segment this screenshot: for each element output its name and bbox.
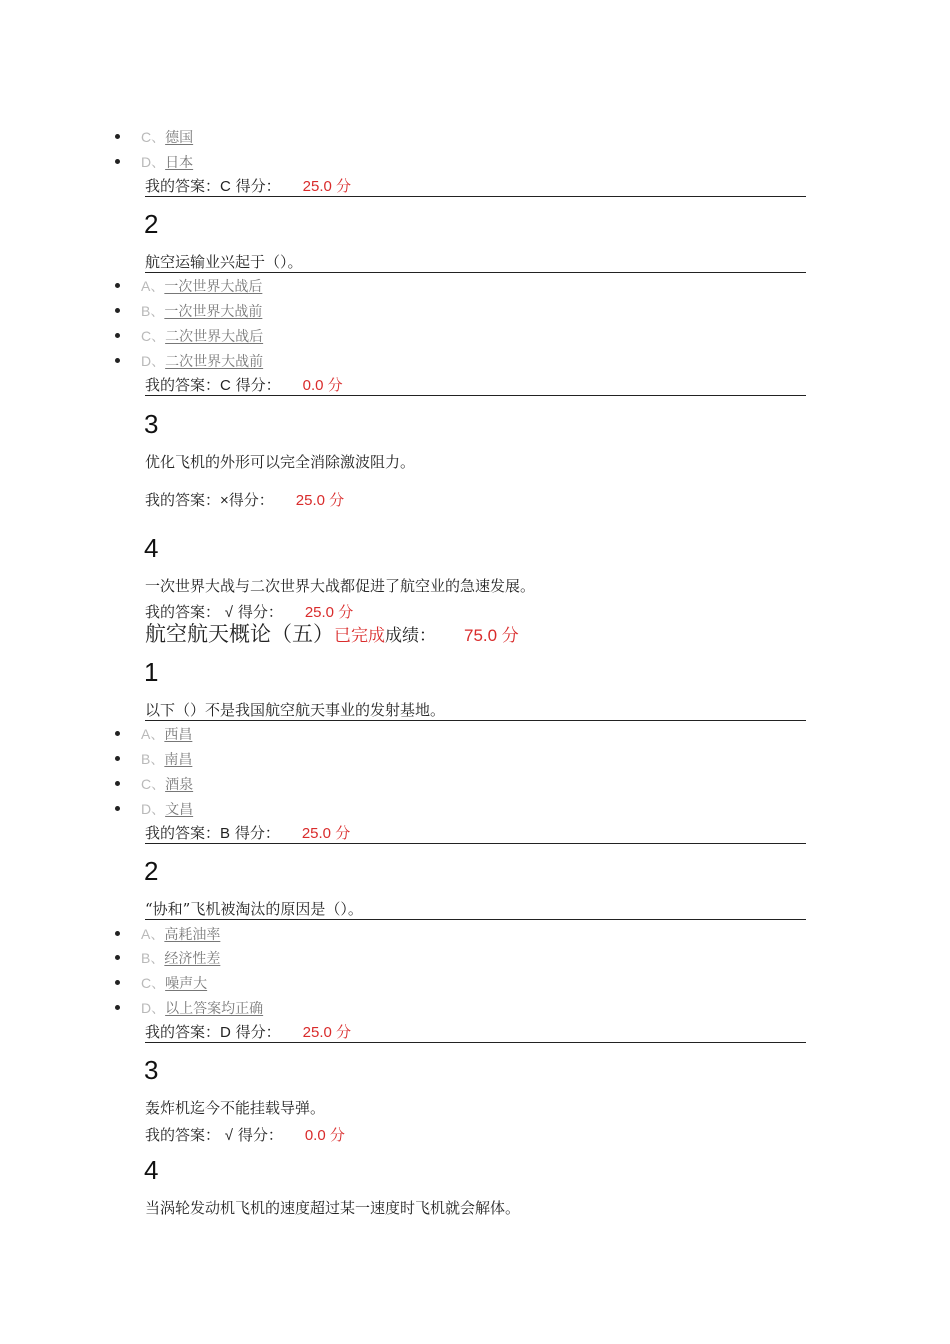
bullet-icon xyxy=(115,1005,120,1010)
score-value: 25.0 分 xyxy=(295,492,345,509)
divider xyxy=(145,919,806,920)
my-answer: 我的答案：D 得分： 25.0 分 xyxy=(145,1023,352,1041)
question-number: 4 xyxy=(144,533,159,563)
my-answer: 我的答案：B 得分： 25.0 分 xyxy=(145,824,351,842)
option-d[interactable]: D、二次世界大战前 xyxy=(115,352,263,371)
bullet-icon xyxy=(115,806,120,811)
bullet-icon xyxy=(115,333,120,338)
option-c[interactable]: C、噪声大 xyxy=(115,974,207,993)
my-answer: 我的答案：×得分： 25.0 分 xyxy=(145,491,345,509)
option-d[interactable]: D、以上答案均正确 xyxy=(115,999,263,1018)
bullet-icon xyxy=(115,980,120,985)
question-text: “协和”飞机被淘汰的原因是（）。 xyxy=(145,900,363,918)
option-b[interactable]: B、南昌 xyxy=(115,750,192,769)
question-text: 以下（）不是我国航空航天事业的发射基地。 xyxy=(145,701,446,719)
status-badge: 已完成 xyxy=(334,626,385,646)
score-value: 0.0 分 xyxy=(302,377,343,394)
score-value: 25.0 分 xyxy=(302,178,352,195)
option-a[interactable]: A、一次世界大战后 xyxy=(115,277,262,296)
question-text: 航空运输业兴起于（）。 xyxy=(145,253,303,271)
score-value: 0.0 分 xyxy=(304,1127,345,1144)
divider xyxy=(145,395,806,396)
option-c[interactable]: C、德国 xyxy=(115,128,193,147)
question-text: 当涡轮发动机飞机的速度超过某一速度时飞机就会解体。 xyxy=(145,1199,521,1217)
question-number: 3 xyxy=(144,1055,159,1085)
option-b[interactable]: B、经济性差 xyxy=(115,949,220,968)
my-answer: 我的答案：C 得分： 25.0 分 xyxy=(145,177,352,195)
bullet-icon xyxy=(115,283,120,288)
my-answer: 我的答案：C 得分： 0.0 分 xyxy=(145,376,343,394)
question-text: 一次世界大战与二次世界大战都促进了航空业的急速发展。 xyxy=(145,577,536,595)
score-value: 25.0 分 xyxy=(301,825,351,842)
question-number: 2 xyxy=(144,209,159,239)
question-text: 优化飞机的外形可以完全消除激波阻力。 xyxy=(145,453,416,471)
divider xyxy=(145,272,806,273)
bullet-icon xyxy=(115,159,120,164)
my-answer: 我的答案： √ 得分： 0.0 分 xyxy=(145,1126,345,1144)
score-value: 25.0 分 xyxy=(304,604,354,621)
my-answer: 我的答案： √ 得分： 25.0 分 xyxy=(145,603,354,621)
option-b[interactable]: B、一次世界大战前 xyxy=(115,302,262,321)
bullet-icon xyxy=(115,931,120,936)
option-a[interactable]: A、高耗油率 xyxy=(115,925,220,944)
bullet-icon xyxy=(115,308,120,313)
option-d[interactable]: D、文昌 xyxy=(115,800,193,819)
question-number: 1 xyxy=(144,657,159,687)
bullet-icon xyxy=(115,731,120,736)
divider xyxy=(145,720,806,721)
bullet-icon xyxy=(115,955,120,960)
section-title: 航空航天概论（五）已完成成绩： 75.0 分 xyxy=(145,622,519,646)
score-value: 25.0 分 xyxy=(302,1024,352,1041)
divider xyxy=(145,196,806,197)
option-a[interactable]: A、西昌 xyxy=(115,725,192,744)
question-number: 2 xyxy=(144,856,159,886)
section-score: 75.0 分 xyxy=(464,626,519,645)
option-d[interactable]: D、日本 xyxy=(115,153,193,172)
bullet-icon xyxy=(115,756,120,761)
bullet-icon xyxy=(115,781,120,786)
bullet-icon xyxy=(115,358,120,363)
divider xyxy=(145,843,806,844)
option-c[interactable]: C、酒泉 xyxy=(115,775,193,794)
divider xyxy=(145,1042,806,1043)
bullet-icon xyxy=(115,134,120,139)
question-text: 轰炸机迄今不能挂载导弹。 xyxy=(145,1099,326,1117)
option-c[interactable]: C、二次世界大战后 xyxy=(115,327,263,346)
question-number: 4 xyxy=(144,1155,159,1185)
question-number: 3 xyxy=(144,409,159,439)
